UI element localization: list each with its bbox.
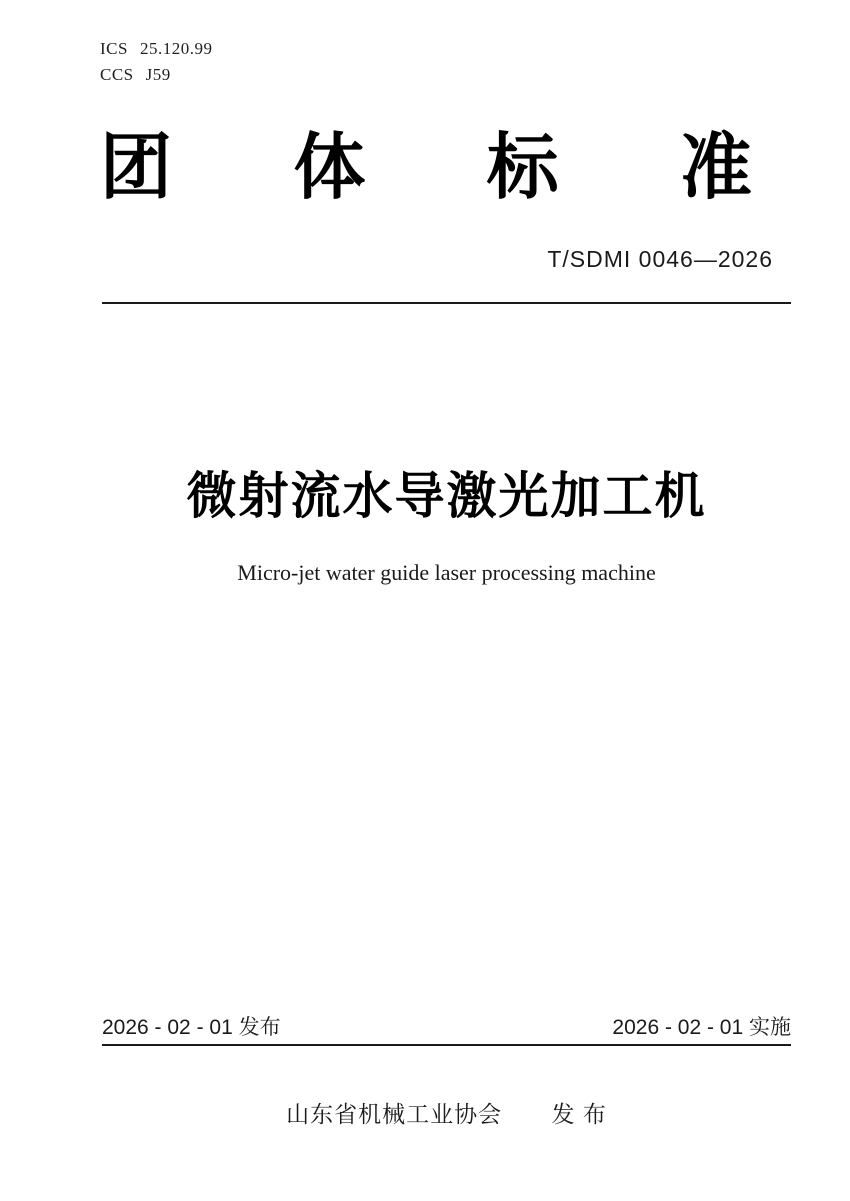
implement-date: 2026 - 02 - 01 实施: [612, 1016, 791, 1039]
doc-type-char: 体: [293, 128, 366, 208]
standard-title-english: Micro-jet water guide laser processing machine: [237, 560, 656, 585]
bottom-rule: [102, 1044, 791, 1046]
doc-type-char: 准: [679, 128, 752, 208]
ccs-label: CCS: [100, 65, 134, 84]
publisher-row: [102, 1096, 791, 1129]
document-type-title: [100, 128, 752, 208]
publish-label: 发 布: [551, 1101, 607, 1127]
ccs-code: J59: [145, 65, 171, 84]
classification-codes: [100, 36, 212, 88]
standard-title-chinese: 微射流水导激光加工机: [186, 468, 707, 524]
top-rule: [102, 302, 791, 304]
ccs-line: [100, 62, 212, 88]
doc-type-char: 团: [100, 128, 173, 208]
doc-type-char: 标: [486, 128, 559, 208]
issue-date: 2026 - 02 - 01 发布: [102, 1016, 281, 1039]
ics-line: [100, 36, 212, 62]
ics-label: ICS: [100, 39, 128, 58]
publisher-name: 山东省机械工业协会: [286, 1101, 503, 1127]
standard-number: T/SDMI 0046—2026: [547, 246, 773, 272]
date-row: [102, 1011, 791, 1041]
ics-code: 25.120.99: [139, 39, 213, 58]
